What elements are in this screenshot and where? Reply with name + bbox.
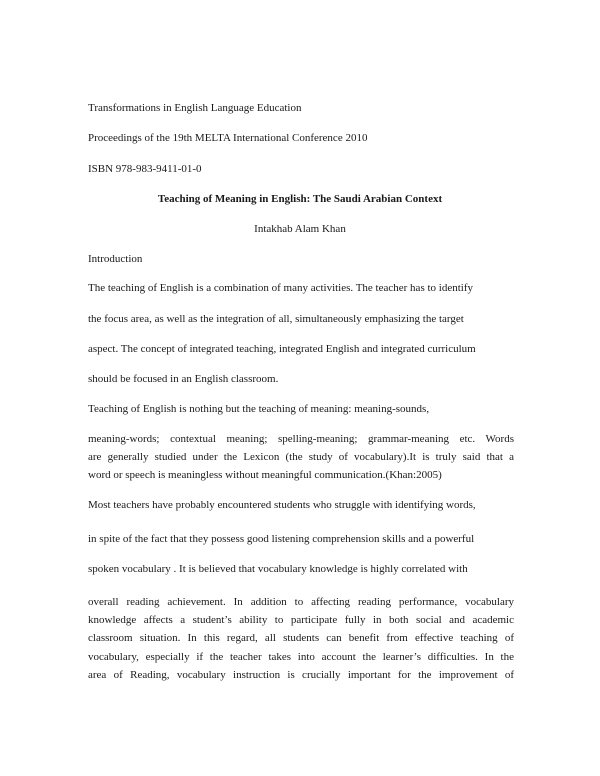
header-isbn: ISBN 978-983-9411-01-0 bbox=[88, 163, 202, 175]
paragraph-1-line-2: the focus area, as well as the integration of all, simultaneously emphasizing the target bbox=[88, 313, 464, 325]
paragraph-3-line-7: vocabulary, especially if the teacher takes into account the learner’s difficulties. In the bbox=[88, 651, 514, 663]
paragraph-2-line-2: meaning-words; contextual meaning; spelling-meaning; grammar-meaning etc. Words bbox=[88, 433, 514, 445]
paragraph-2-line-3: are generally studied under the Lexicon (the study of vocabulary).It is truly said that a bbox=[88, 451, 514, 463]
section-heading-introduction: Introduction bbox=[88, 253, 143, 265]
paragraph-3-line-8: area of Reading, vocabulary instruction is crucially important for the improvement of bbox=[88, 669, 514, 681]
paper-title: Teaching of Meaning in English: The Saudi Arabian Context bbox=[157, 193, 443, 205]
paragraph-3-line-1: Most teachers have probably encountered students who struggle with identifying words, bbox=[88, 499, 476, 511]
header-proceedings: Proceedings of the 19th MELTA International Conference 2010 bbox=[88, 132, 368, 144]
paragraph-3-line-4: overall reading achievement. In addition to affecting reading performance, vocabulary bbox=[88, 596, 514, 608]
paragraph-1-line-3: aspect. The concept of integrated teaching, integrated English and integrated curriculum bbox=[88, 343, 476, 355]
paragraph-2-line-1: Teaching of English is nothing but the teaching of meaning: meaning-sounds, bbox=[88, 403, 430, 415]
paragraph-3-line-6: classroom situation. In this regard, all students can benefit from effective teaching of bbox=[88, 632, 514, 644]
paragraph-2-line-4: word or speech is meaningless without meaningful communication.(Khan:2005) bbox=[88, 469, 442, 481]
header-publication-title: Transformations in English Language Education bbox=[88, 102, 302, 114]
paragraph-1-line-4: should be focused in an English classroom. bbox=[88, 373, 279, 385]
paper-author: Intakhab Alam Khan bbox=[254, 223, 346, 235]
paragraph-1-line-1: The teaching of English is a combination of many activities. The teacher has to identify bbox=[88, 282, 473, 294]
paragraph-3-line-3: spoken vocabulary . It is believed that vocabulary knowledge is highly correlated with bbox=[88, 563, 468, 575]
paragraph-3-line-5: knowledge affects a student’s ability to participate fully in both social and academic bbox=[88, 614, 514, 626]
paragraph-3-line-2: in spite of the fact that they possess good listening comprehension skills and a powerful bbox=[88, 533, 475, 545]
